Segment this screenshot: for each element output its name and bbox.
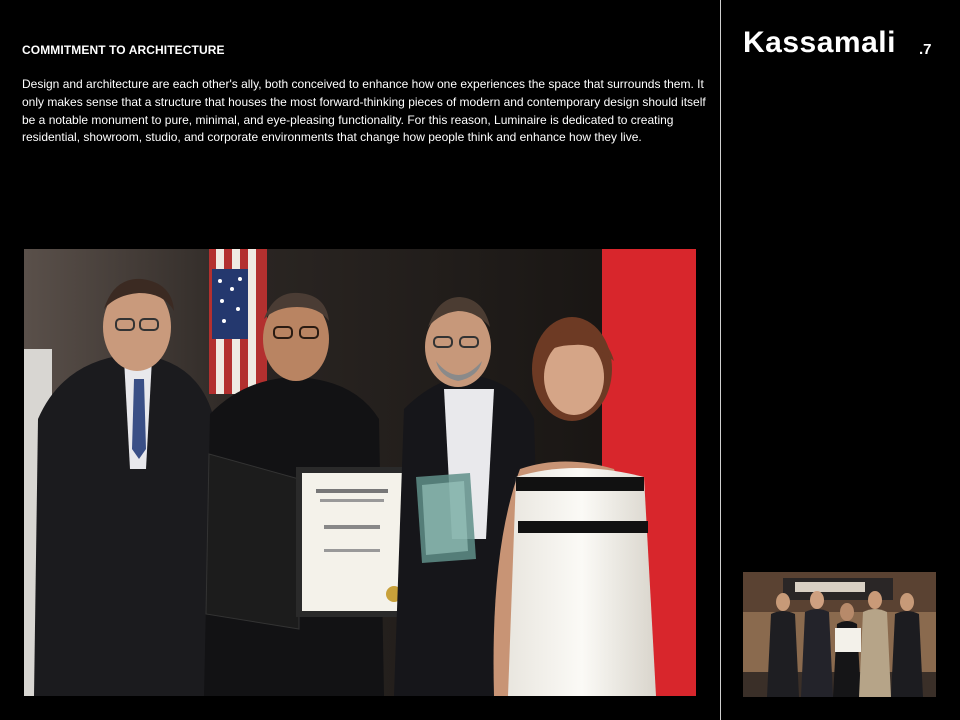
group-event-photo [743,572,936,697]
brand-title: Kassamali [743,26,896,59]
page-number: .7 [919,41,932,58]
vertical-divider [720,0,721,720]
award-ceremony-photo [24,249,696,696]
section-heading: COMMITMENT TO ARCHITECTURE [22,43,225,57]
body-paragraph: Design and architecture are each other's ally, both conceived to enhance how one experiences the space that surrounds them. It only makes sense that a structure that houses the most forward-thinking pieces of modern and contemporary design should itself be a notable monument to pure, minimal, and eye-pleasing functionality. For this reason, Luminaire is dedicated to creating residential, showroom, studio, and corporate environments that change how people think and enhance how they live. [22,77,706,145]
